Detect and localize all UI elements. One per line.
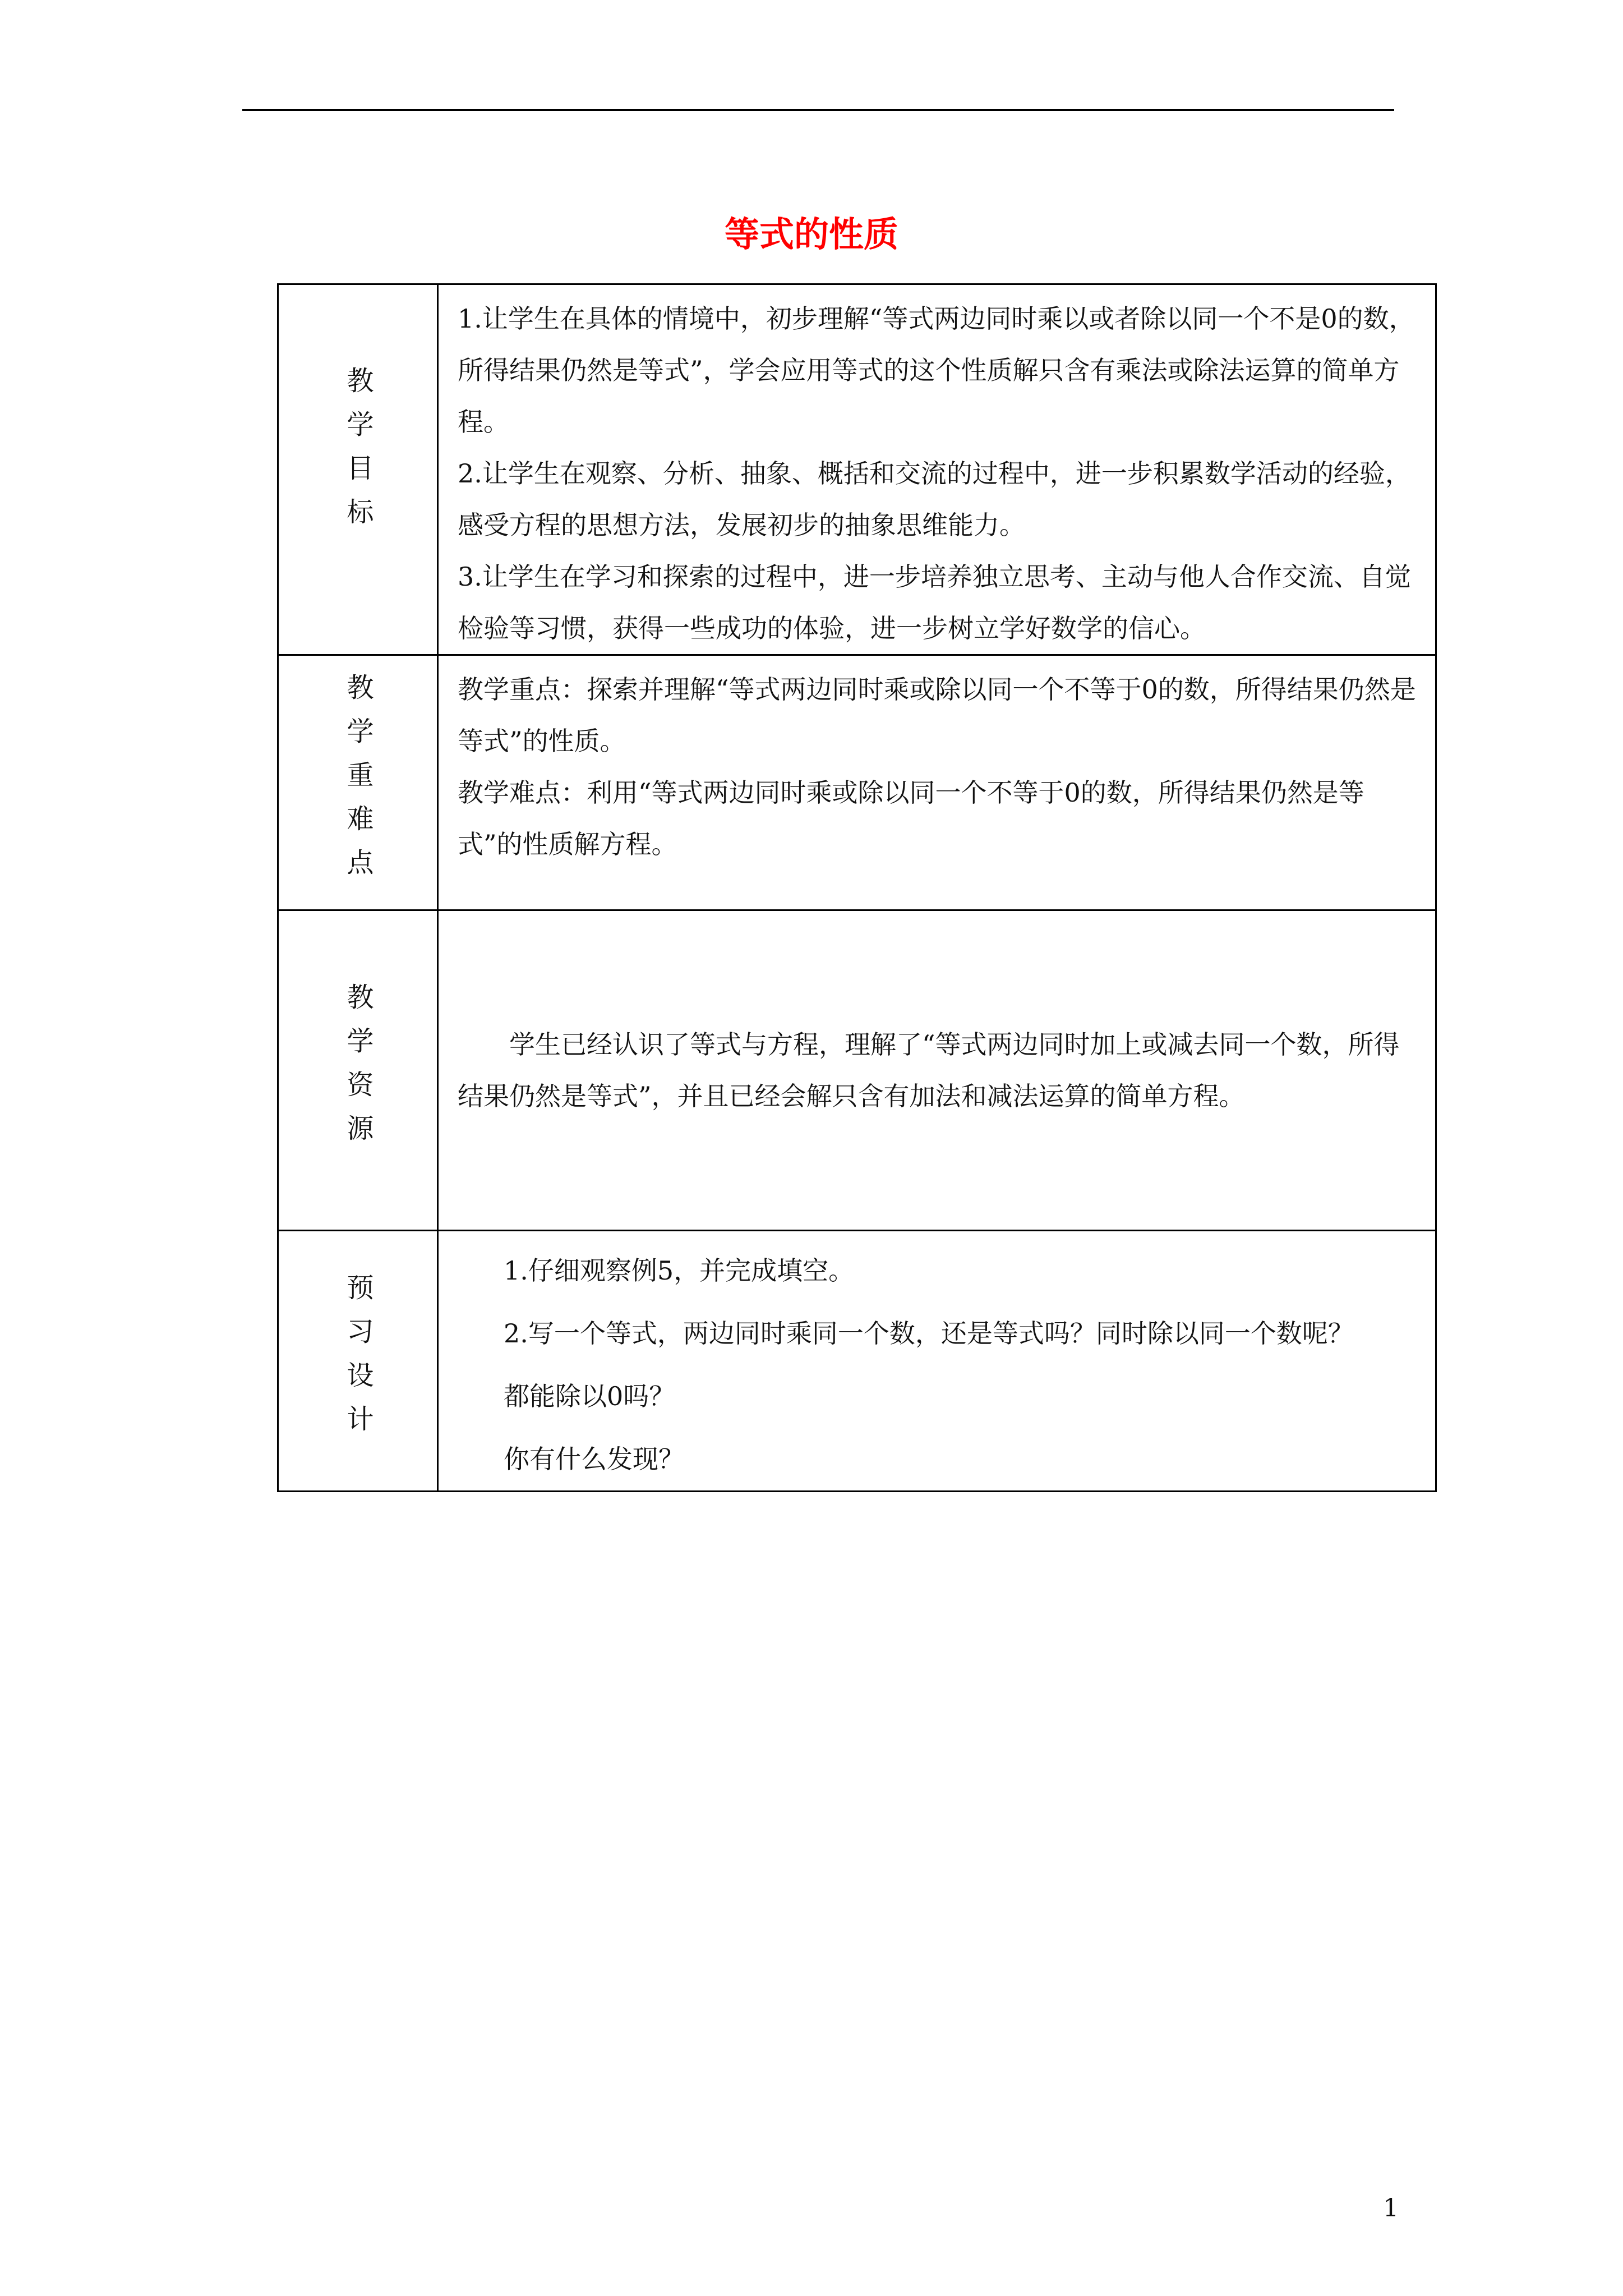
row-label-key-points: 教学重难点: [342, 673, 374, 892]
row-label-cell: [278, 1231, 438, 1492]
row-label-cell: [278, 910, 438, 1231]
objective-paragraph-2: 2.让学生在观察、分析、抽象、概括和交流的过程中，进一步积累数学活动的经验，感受方程的思想方法，发展初步的抽象思维能力。: [458, 458, 1411, 540]
row-label-objectives: 教学目标: [342, 366, 374, 541]
page-number: 1: [1383, 2194, 1399, 2223]
key-point-paragraph: 教学重点：探索并理解“等式两边同时乘或除以同一个不等于0的数，所得结果仍然是等式”的性质。: [458, 674, 1416, 756]
preview-item-1: 1.仔细观察例5，并完成填空。: [504, 1255, 855, 1286]
row-label-cell: [278, 284, 438, 655]
row-label-cell: [278, 655, 438, 910]
resources-content-cell: [438, 910, 1436, 1231]
objectives-content-cell: [438, 284, 1436, 655]
objective-paragraph-3: 3.让学生在学习和探索的过程中，进一步培养独立思考、主动与他人合作交流、自觉检验等习惯，获得一些成功的体验，进一步树立学好数学的信心。: [458, 562, 1411, 643]
lesson-plan-table: [277, 283, 1437, 1492]
preview-content-cell: [438, 1231, 1436, 1492]
difficulty-paragraph: 教学难点：利用“等式两边同时乘或除以同一个不等于0的数，所得结果仍然是等式”的性质解方程。: [458, 777, 1364, 859]
key-points-content-cell: [438, 655, 1436, 910]
resources-paragraph: 学生已经认识了等式与方程，理解了“等式两边同时加上或减去同一个数，所得结果仍然是等式”，并且已经会解只含有加法和减法运算的简单方程。: [458, 1029, 1400, 1111]
row-label-resources: 教学资源: [342, 983, 374, 1158]
preview-item-3: 都能除以0吗？: [504, 1381, 675, 1411]
preview-item-4: 你有什么发现？: [504, 1444, 684, 1474]
document-title: 等式的性质: [724, 214, 898, 255]
preview-item-2: 2.写一个等式，两边同时乘同一个数，还是等式吗？同时除以同一个数呢？: [504, 1318, 1354, 1349]
header-rule: [242, 109, 1394, 111]
row-label-preview: 预习设计: [342, 1273, 374, 1448]
table-row-objectives: [278, 284, 1436, 655]
table-row-resources: [278, 910, 1436, 1231]
table-row-key-points: [278, 655, 1436, 910]
table-row-preview: [278, 1231, 1436, 1492]
objective-paragraph-1: 1.让学生在具体的情境中，初步理解“等式两边同时乘以或者除以同一个不是0的数，所得结果仍然是等式”，学会应用等式的这个性质解只含有乘法或除法运算的简单方程。: [458, 303, 1415, 437]
